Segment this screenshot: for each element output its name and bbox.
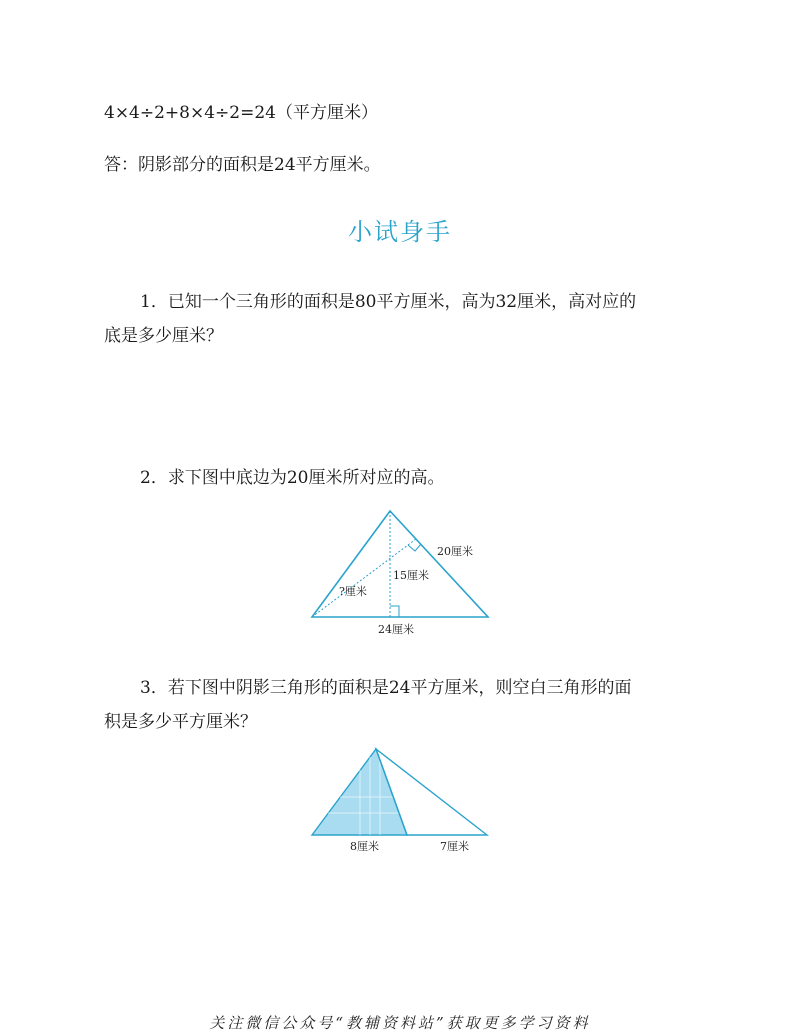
problem-3-line-2: 积是多少平方厘米？: [104, 712, 257, 732]
height-label: 15厘米: [393, 569, 429, 582]
side-label: 20厘米: [437, 545, 473, 558]
footer-note: 关注微信公众号“教辅资料站”获取更多学习资料: [209, 1014, 591, 1032]
base-label: 24厘米: [378, 623, 414, 636]
triangle-outline: [312, 511, 488, 617]
problem-2-line-1: 2．求下图中底边为20厘米所对应的高。: [140, 468, 445, 488]
right-angle-mark-side: [408, 544, 421, 551]
section-title: 小试身手: [348, 218, 452, 246]
shaded-base-label: 8厘米: [350, 840, 379, 853]
solution-equation: 4×4÷2+8×4÷2=24（平方厘米）: [104, 103, 378, 123]
right-angle-mark-base: [390, 606, 399, 617]
problem-1-line-1: 1．已知一个三角形的面积是80平方厘米，高为32厘米，高对应的: [140, 292, 637, 312]
solution-answer: 答：阴影部分的面积是24平方厘米。: [104, 155, 381, 175]
triangle-figure-2: [300, 740, 500, 860]
problem-3-line-1: 3．若下图中阴影三角形的面积是24平方厘米，则空白三角形的面: [140, 678, 632, 698]
blank-base-label: 7厘米: [440, 840, 469, 853]
unknown-height-label: ?厘米: [339, 585, 367, 598]
problem-1-line-2: 底是多少厘米？: [104, 326, 223, 346]
triangle-figure-1: [300, 500, 500, 640]
